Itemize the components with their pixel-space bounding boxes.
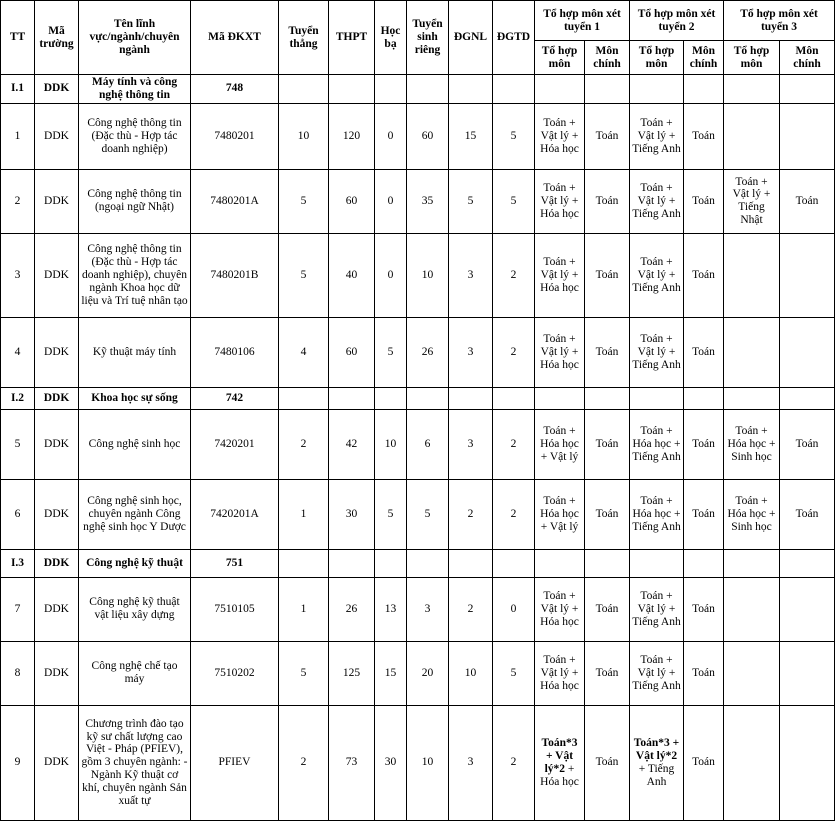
cell-mon-chinh-1: Toán — [585, 641, 630, 705]
cell-school: DDK — [35, 409, 79, 479]
cell-to-hop-1: Toán + Vật lý + Hóa học — [535, 577, 585, 641]
cell-to-hop-2: Toán + Vật lý + Tiếng Anh — [630, 103, 684, 169]
cell-dgtd: 5 — [493, 103, 535, 169]
cell-mon-chinh-1: Toán — [585, 705, 630, 820]
cell-rieng: 5 — [407, 479, 449, 549]
cell-tt: 5 — [1, 409, 35, 479]
cell-to-hop-2: Toán + Vật lý + Tiếng Anh — [630, 233, 684, 317]
cell-thpt: 125 — [329, 641, 375, 705]
cell-school: DDK — [35, 233, 79, 317]
cell-rieng: 3 — [407, 577, 449, 641]
cell-mon-chinh-1: Toán — [585, 169, 630, 233]
cell-school: DDK — [35, 103, 79, 169]
cell-code: 7420201 — [191, 409, 279, 479]
cell-hoc-ba: 0 — [375, 233, 407, 317]
group-code: 748 — [191, 75, 279, 104]
cell-code: PFIEV — [191, 705, 279, 820]
cell-tuyen-thang: 2 — [279, 409, 329, 479]
table-row — [1, 169, 835, 233]
cell-mon-chinh-2: Toán — [684, 233, 724, 317]
cell-to-hop-2: Toán + Vật lý + Tiếng Anh — [630, 641, 684, 705]
group-row — [1, 75, 835, 104]
cell-hoc-ba: 0 — [375, 103, 407, 169]
cell-thpt: 26 — [329, 577, 375, 641]
subheader-to-hop-mon-1: Tổ hợp môn — [535, 41, 585, 75]
cell-tuyen-thang: 4 — [279, 317, 329, 387]
cell-mon-chinh-2: Toán — [684, 577, 724, 641]
cell-name: Công nghệ thông tin (ngoại ngữ Nhật) — [79, 169, 191, 233]
cell-mon-chinh-3 — [780, 705, 835, 820]
cell-dgtd: 5 — [493, 169, 535, 233]
cell-mon-chinh-2: Toán — [684, 103, 724, 169]
cell-code: 7480106 — [191, 317, 279, 387]
cell-school: DDK — [35, 479, 79, 549]
cell-mon-chinh-3 — [780, 103, 835, 169]
cell-name: Công nghệ thông tin (Đặc thù - Hợp tác doanh nghiệp), chuyên ngành Khoa học dữ liệu và Trí tuệ nhân tạo — [79, 233, 191, 317]
cell-hoc-ba: 30 — [375, 705, 407, 820]
cell-school: DDK — [35, 169, 79, 233]
cell-mon-chinh-3: Toán — [780, 479, 835, 549]
header-ten-nganh: Tên lĩnh vực/ngành/chuyên ngành — [79, 1, 191, 75]
table-row — [1, 577, 835, 641]
cell-tt: 3 — [1, 233, 35, 317]
cell-to-hop-3 — [724, 641, 780, 705]
table-row — [1, 641, 835, 705]
header-to-hop-2: Tổ hợp môn xét tuyển 2 — [630, 1, 724, 41]
cell-tt: 2 — [1, 169, 35, 233]
cell-tt: 7 — [1, 577, 35, 641]
cell-name: Công nghệ kỹ thuật vật liệu xây dựng — [79, 577, 191, 641]
header-hoc-ba: Học bạ — [375, 1, 407, 75]
header-dgtd: ĐGTD — [493, 1, 535, 75]
cell-dgnl: 5 — [449, 169, 493, 233]
cell-to-hop-1: Toán + Vật lý + Hóa học — [535, 641, 585, 705]
cell-thpt: 60 — [329, 169, 375, 233]
group-tt: I.2 — [1, 387, 35, 409]
group-row — [1, 549, 835, 577]
cell-hoc-ba: 0 — [375, 169, 407, 233]
cell-mon-chinh-2: Toán — [684, 479, 724, 549]
group-name: Công nghệ kỹ thuật — [79, 549, 191, 577]
cell-tuyen-thang: 1 — [279, 577, 329, 641]
cell-hoc-ba: 10 — [375, 409, 407, 479]
cell-dgtd: 2 — [493, 705, 535, 820]
cell-dgnl: 3 — [449, 409, 493, 479]
header-ma-dkxt: Mã ĐKXT — [191, 1, 279, 75]
cell-hoc-ba: 5 — [375, 479, 407, 549]
cell-mon-chinh-1: Toán — [585, 317, 630, 387]
cell-mon-chinh-1: Toán — [585, 103, 630, 169]
header-tuyen-thang: Tuyển thẳng — [279, 1, 329, 75]
cell-to-hop-2: Toán + Vật lý + Tiếng Anh — [630, 577, 684, 641]
cell-mon-chinh-2: Toán — [684, 317, 724, 387]
table-row — [1, 409, 835, 479]
cell-code: 7480201B — [191, 233, 279, 317]
weighted-subjects: Toán*3 + Vật lý*2 — [633, 737, 680, 762]
cell-to-hop-2: Toán + Vật lý + Tiếng Anh — [630, 317, 684, 387]
cell-to-hop-3 — [724, 233, 780, 317]
cell-to-hop-1 — [535, 705, 585, 820]
cell-mon-chinh-1: Toán — [585, 479, 630, 549]
cell-tt: 6 — [1, 479, 35, 549]
cell-to-hop-2: Toán + Vật lý + Tiếng Anh — [630, 169, 684, 233]
cell-dgnl: 15 — [449, 103, 493, 169]
cell-to-hop-3 — [724, 577, 780, 641]
cell-thpt: 73 — [329, 705, 375, 820]
cell-to-hop-1: Toán + Hóa học + Vật lý — [535, 409, 585, 479]
cell-tuyen-thang: 10 — [279, 103, 329, 169]
cell-school: DDK — [35, 577, 79, 641]
cell-school: DDK — [35, 641, 79, 705]
cell-mon-chinh-3 — [780, 577, 835, 641]
cell-tt: 8 — [1, 641, 35, 705]
cell-mon-chinh-3: Toán — [780, 169, 835, 233]
cell-hoc-ba: 5 — [375, 317, 407, 387]
group-tt: I.1 — [1, 75, 35, 104]
table-row — [1, 233, 835, 317]
group-name: Khoa học sự sống — [79, 387, 191, 409]
cell-to-hop-1: Toán + Vật lý + Hóa học — [535, 103, 585, 169]
cell-to-hop-3: Toán + Vật lý + Tiếng Nhật — [724, 169, 780, 233]
header-thpt: THPT — [329, 1, 375, 75]
cell-dgtd: 2 — [493, 479, 535, 549]
cell-rieng: 10 — [407, 705, 449, 820]
cell-dgtd: 2 — [493, 409, 535, 479]
cell-tt: 9 — [1, 705, 35, 820]
cell-school: DDK — [35, 705, 79, 820]
cell-dgnl: 3 — [449, 705, 493, 820]
cell-to-hop-1: Toán + Vật lý + Hóa học — [535, 233, 585, 317]
cell-mon-chinh-2: Toán — [684, 409, 724, 479]
cell-to-hop-2: Toán + Hóa học + Tiếng Anh — [630, 479, 684, 549]
cell-to-hop-1: Toán + Vật lý + Hóa học — [535, 169, 585, 233]
cell-to-hop-2: Toán + Hóa học + Tiếng Anh — [630, 409, 684, 479]
cell-tuyen-thang: 5 — [279, 233, 329, 317]
cell-code: 7510202 — [191, 641, 279, 705]
header-ma-truong: Mã trường — [35, 1, 79, 75]
cell-code: 7420201A — [191, 479, 279, 549]
header-to-hop-3: Tổ hợp môn xét tuyển 3 — [724, 1, 835, 41]
cell-hoc-ba: 15 — [375, 641, 407, 705]
cell-dgnl: 3 — [449, 233, 493, 317]
group-name: Máy tính và công nghệ thông tin — [79, 75, 191, 104]
cell-tuyen-thang: 5 — [279, 169, 329, 233]
cell-rieng: 10 — [407, 233, 449, 317]
cell-name: Kỹ thuật máy tính — [79, 317, 191, 387]
cell-rieng: 6 — [407, 409, 449, 479]
group-school: DDK — [35, 75, 79, 104]
subheader-to-hop-mon-3: Tổ hợp môn — [724, 41, 780, 75]
cell-hoc-ba: 13 — [375, 577, 407, 641]
remaining-subjects: + Hóa học — [540, 762, 579, 788]
cell-code: 7480201 — [191, 103, 279, 169]
cell-name: Công nghệ chế tạo máy — [79, 641, 191, 705]
cell-mon-chinh-2: Toán — [684, 169, 724, 233]
cell-tt: 1 — [1, 103, 35, 169]
cell-to-hop-2 — [630, 705, 684, 820]
header-dgnl: ĐGNL — [449, 1, 493, 75]
cell-code: 7480201A — [191, 169, 279, 233]
cell-thpt: 30 — [329, 479, 375, 549]
cell-to-hop-3 — [724, 705, 780, 820]
subheader-mon-chinh-2: Môn chính — [684, 41, 724, 75]
cell-to-hop-3: Toán + Hóa học + Sinh học — [724, 409, 780, 479]
remaining-subjects: + Tiếng Anh — [638, 762, 675, 788]
group-tt: I.3 — [1, 549, 35, 577]
group-school: DDK — [35, 387, 79, 409]
cell-name: Công nghệ thông tin (Đặc thù - Hợp tác doanh nghiệp) — [79, 103, 191, 169]
cell-to-hop-3: Toán + Hóa học + Sinh học — [724, 479, 780, 549]
cell-mon-chinh-3 — [780, 233, 835, 317]
cell-code: 7510105 — [191, 577, 279, 641]
cell-thpt: 40 — [329, 233, 375, 317]
group-row — [1, 387, 835, 409]
cell-dgtd: 2 — [493, 233, 535, 317]
cell-dgtd: 2 — [493, 317, 535, 387]
cell-name: Chương trình đào tạo kỹ sư chất lượng cao Việt - Pháp (PFIEV), gồm 3 chuyên ngành: - Ngành Kỹ thuật cơ khí, chuyên ngành Sản xuất tự — [79, 705, 191, 820]
cell-mon-chinh-2: Toán — [684, 641, 724, 705]
cell-tuyen-thang: 1 — [279, 479, 329, 549]
group-school: DDK — [35, 549, 79, 577]
cell-mon-chinh-1: Toán — [585, 233, 630, 317]
header-tuyen-sinh-rieng: Tuyển sinh riêng — [407, 1, 449, 75]
cell-dgnl: 10 — [449, 641, 493, 705]
cell-mon-chinh-3 — [780, 317, 835, 387]
weighted-subjects: Toán*3 + Vật lý*2 — [541, 737, 578, 775]
cell-name: Công nghệ sinh học, chuyên ngành Công nghệ sinh học Y Dược — [79, 479, 191, 549]
cell-thpt: 42 — [329, 409, 375, 479]
cell-dgtd: 5 — [493, 641, 535, 705]
table-row — [1, 479, 835, 549]
subheader-mon-chinh-1: Môn chính — [585, 41, 630, 75]
header-tt: TT — [1, 1, 35, 75]
cell-mon-chinh-3: Toán — [780, 409, 835, 479]
cell-tuyen-thang: 5 — [279, 641, 329, 705]
cell-name: Công nghệ sinh học — [79, 409, 191, 479]
cell-thpt: 60 — [329, 317, 375, 387]
cell-mon-chinh-1: Toán — [585, 409, 630, 479]
cell-dgnl: 2 — [449, 577, 493, 641]
cell-tt: 4 — [1, 317, 35, 387]
table-row — [1, 103, 835, 169]
subheader-mon-chinh-3: Môn chính — [780, 41, 835, 75]
cell-rieng: 26 — [407, 317, 449, 387]
cell-to-hop-1: Toán + Vật lý + Hóa học — [535, 317, 585, 387]
cell-rieng: 20 — [407, 641, 449, 705]
cell-to-hop-3 — [724, 103, 780, 169]
cell-to-hop-3 — [724, 317, 780, 387]
cell-dgnl: 3 — [449, 317, 493, 387]
cell-thpt: 120 — [329, 103, 375, 169]
cell-mon-chinh-2: Toán — [684, 705, 724, 820]
group-code: 742 — [191, 387, 279, 409]
cell-dgnl: 2 — [449, 479, 493, 549]
table-row — [1, 317, 835, 387]
cell-to-hop-1: Toán + Hóa học + Vật lý — [535, 479, 585, 549]
cell-rieng: 35 — [407, 169, 449, 233]
cell-mon-chinh-1: Toán — [585, 577, 630, 641]
cell-rieng: 60 — [407, 103, 449, 169]
group-code: 751 — [191, 549, 279, 577]
cell-tuyen-thang: 2 — [279, 705, 329, 820]
subheader-to-hop-mon-2: Tổ hợp môn — [630, 41, 684, 75]
header-to-hop-1: Tổ hợp môn xét tuyển 1 — [535, 1, 630, 41]
cell-school: DDK — [35, 317, 79, 387]
cell-mon-chinh-3 — [780, 641, 835, 705]
table-row — [1, 705, 835, 820]
cell-dgtd: 0 — [493, 577, 535, 641]
